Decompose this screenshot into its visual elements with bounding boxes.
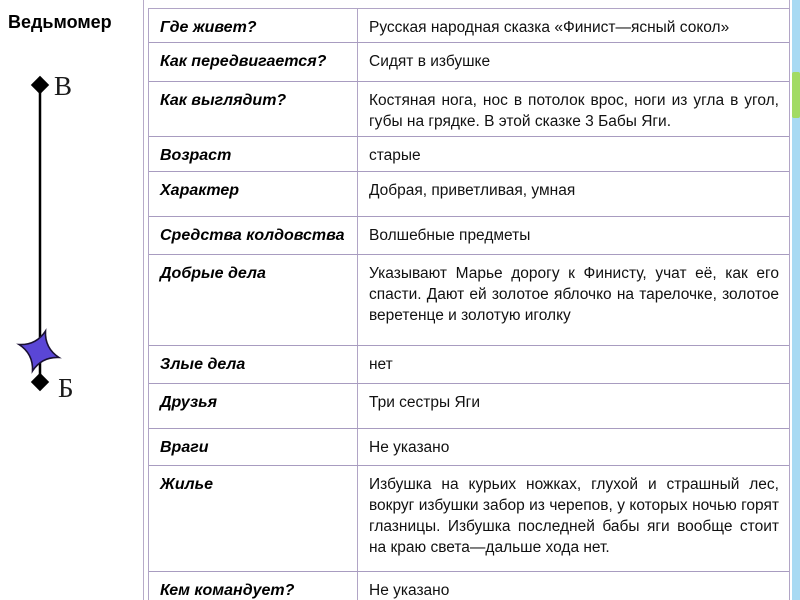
- row-value: Три сестры Яги: [369, 394, 480, 411]
- row-label: Где живет?: [149, 9, 358, 42]
- table-row: [149, 43, 789, 82]
- table-row: [149, 466, 789, 572]
- row-value: старые: [369, 147, 421, 164]
- table-row: [149, 217, 789, 255]
- table-row: [149, 137, 789, 172]
- table-row: [149, 9, 789, 43]
- row-label: Друзья: [149, 384, 358, 428]
- frame-line-left: [143, 0, 144, 600]
- row-value: Русская народная сказка «Финист—ясный сокол»: [369, 19, 730, 36]
- witchmeter-diagram: [10, 60, 120, 420]
- table-row: [149, 255, 789, 346]
- row-label: Добрые дела: [149, 255, 358, 345]
- row-label: Возраст: [149, 137, 358, 171]
- row-value: Не указано: [369, 439, 450, 456]
- row-value: Костяная нога, нос в потолок врос, ноги из угла в угол, губы на грядке. В этой сказке 3 Бабы Яги.: [369, 92, 779, 130]
- row-value: Избушка на курьих ножках, глухой и страшный лес, вокруг избушки забор из черепов, у которых ночью горят глазницы. Избушка последней бабы яги вообще стоит на краю света—дальше хода нет.: [369, 476, 779, 556]
- row-value: Волшебные предметы: [369, 227, 531, 244]
- row-label: Как передвигается?: [149, 43, 358, 81]
- scrollbar-thumb[interactable]: [792, 72, 800, 118]
- row-label: Враги: [149, 429, 358, 465]
- meter-top-label: В: [54, 71, 73, 101]
- table-row: [149, 384, 789, 429]
- table-row: [149, 82, 789, 137]
- table-row: [149, 572, 789, 600]
- characteristics-table: [148, 8, 790, 600]
- meter-bottom-label: Б: [58, 373, 74, 403]
- table-row: [149, 429, 789, 466]
- meter-top-marker: [31, 76, 49, 94]
- row-value: Сидят в избушке: [369, 53, 491, 70]
- row-value: Добрая, приветливая, умная: [369, 182, 576, 199]
- table-row: [149, 346, 789, 384]
- row-value: Не указано: [369, 582, 450, 599]
- row-label: Средства колдовства: [149, 217, 358, 254]
- row-label: Характер: [149, 172, 358, 216]
- meter-bottom-marker: [31, 373, 49, 391]
- row-label: Как выглядит?: [149, 82, 358, 136]
- row-label: Злые дела: [149, 346, 358, 383]
- row-label: Жилье: [149, 466, 358, 571]
- row-label: Кем командует?: [149, 572, 358, 600]
- witchmeter-title: Ведьмомер: [8, 12, 112, 32]
- row-value: нет: [369, 356, 393, 373]
- row-value: Указывают Марье дорогу к Финисту, учат её, как его спасти. Дают ей золотое яблочко на тарелочке, золотое веретенце и золотую иголку: [369, 265, 779, 324]
- table-row: [149, 172, 789, 217]
